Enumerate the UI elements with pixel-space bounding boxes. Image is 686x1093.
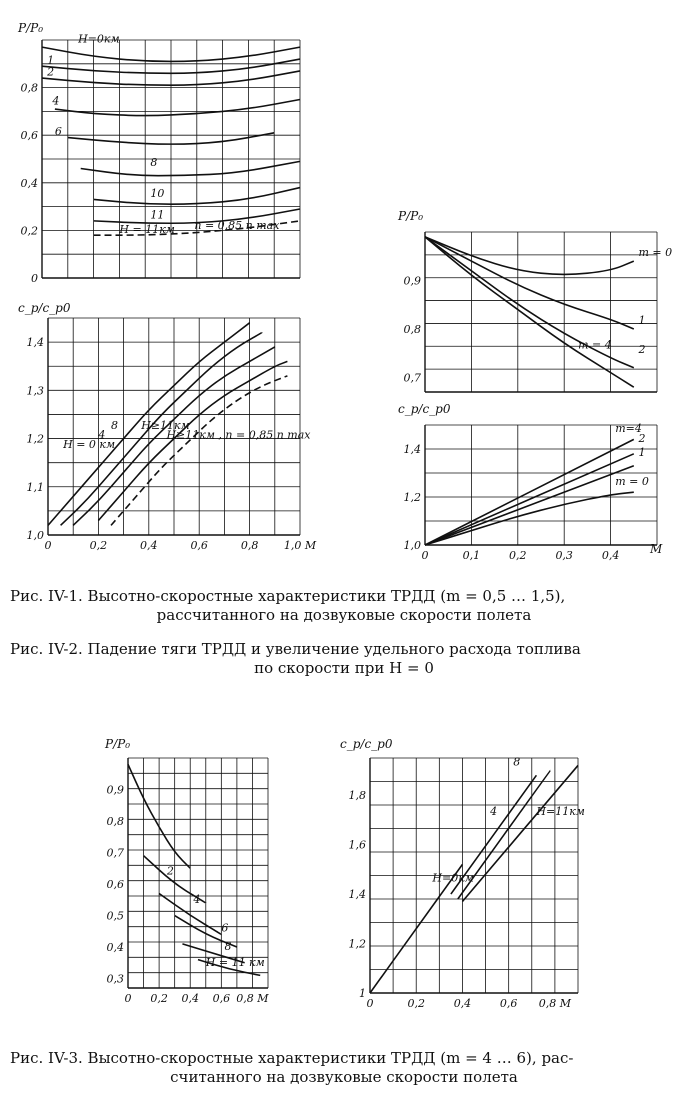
series-label: H=0км — [432, 871, 474, 885]
series-label: 1 — [638, 314, 646, 328]
x-tick-label: 0,6 — [499, 997, 518, 1010]
x-tick-label: 0,2 — [509, 549, 527, 562]
y-tick-label: 1,8 — [348, 789, 366, 803]
series-label: 4 — [193, 892, 201, 906]
chart-fig1-sfc — [18, 301, 317, 552]
x-tick-label: 0,3 — [555, 549, 573, 562]
y-tick-label: 0,9 — [106, 783, 124, 797]
y-tick-label: 1,2 — [26, 432, 44, 446]
y-tick-label: 0,5 — [106, 909, 124, 923]
y-tick-label: 1,4 — [403, 443, 421, 456]
series-label: m=4 — [615, 422, 642, 436]
caption-line: считанного на дозвуковые скорости полета — [170, 1068, 518, 1086]
y-tick-label: 1,2 — [348, 937, 366, 951]
chart-fig3-sfc — [340, 737, 585, 1010]
series-label: 2 — [47, 65, 55, 79]
x-tick-label: 0 — [366, 997, 374, 1010]
series-line — [451, 775, 537, 894]
series-label: H = 0 км — [63, 438, 116, 452]
y-tick-label: 1,6 — [348, 838, 366, 852]
y-tick-label: 1,1 — [26, 480, 44, 494]
x-tick-label: 0 — [124, 992, 132, 1005]
caption-line: Рис. IV-2. Падение тяги ТРДД и увеличение удельного расхода топлива — [10, 640, 581, 658]
y-axis-label: P/P₀ — [398, 209, 424, 223]
chart-fig3-thrust — [104, 737, 269, 1005]
y-tick-label: 1,4 — [348, 888, 366, 902]
y-tick-label: 0,6 — [20, 129, 38, 143]
y-tick-label: 0,8 — [403, 322, 421, 336]
caption-fig-iv-1 — [10, 587, 678, 625]
series-label: 8 — [224, 940, 232, 954]
caption-line: Рис. IV-1. Высотно-скоростные характеристики ТРДД (m = 0,5 … 1,5), — [10, 587, 566, 605]
y-tick-label: 0,8 — [20, 81, 38, 95]
y-tick-label: 0,6 — [106, 878, 124, 892]
series-line — [425, 454, 634, 545]
series-label: 4 — [98, 428, 106, 442]
series-line — [425, 439, 634, 545]
y-tick-label: 1 — [359, 987, 366, 1000]
series-label: m = 0 — [638, 246, 673, 260]
x-tick-label: 0,4 — [181, 992, 199, 1005]
series-label: H=11км — [536, 804, 585, 818]
y-tick-label: 1,0 — [26, 529, 44, 542]
chart-fig2-sfc — [398, 402, 663, 562]
x-tick-label: 0,8 M — [236, 992, 269, 1005]
series-label: 8 — [513, 755, 521, 769]
series-line — [425, 237, 634, 275]
caption-fig-iv-3 — [10, 1049, 678, 1087]
x-tick-label: 0,4 — [601, 549, 620, 562]
series-line — [81, 161, 300, 175]
x-tick-label: 0 — [421, 549, 429, 562]
y-tick-label: 0,2 — [20, 224, 38, 238]
series-line — [458, 770, 550, 899]
series-label: 1 — [638, 446, 646, 460]
series-label: m = 0 — [615, 475, 649, 488]
series-label: H = 11км — [119, 222, 175, 236]
series-label: H=0км — [78, 32, 120, 46]
x-tick-label: 0,4 — [453, 997, 472, 1010]
x-tick-label: 1,0 M — [283, 539, 317, 552]
x-axis-label: M — [650, 542, 663, 556]
series-label: 6 — [221, 921, 229, 935]
y-tick-label: 1,0 — [403, 539, 421, 552]
y-tick-label: 0,9 — [403, 274, 421, 288]
series-label: m = 4 — [578, 338, 612, 352]
y-tick-label: 1,3 — [26, 384, 44, 398]
x-tick-label: 0 — [44, 539, 52, 552]
caption-line: Рис. IV-3. Высотно-скоростные характеристики ТРДД (m = 4 … 6), рас- — [10, 1049, 574, 1067]
series-label: H≥11км — [141, 418, 190, 432]
y-axis-label: c_p/c_p0 — [398, 402, 451, 416]
series-label: 11 — [150, 208, 165, 222]
series-label: 4 — [490, 804, 498, 818]
caption-line: по скорости при H = 0 — [254, 659, 434, 677]
y-tick-label: 0,7 — [106, 846, 124, 860]
series-label: H = 11 км — [205, 955, 265, 969]
y-tick-label: 0,7 — [403, 371, 421, 385]
x-tick-label: 0,2 — [150, 992, 168, 1005]
y-tick-label: 0,3 — [106, 972, 124, 986]
y-tick-label: 0,4 — [106, 941, 124, 955]
series-line — [55, 100, 300, 116]
series-label: H≥11км , n = 0,85 n max — [166, 428, 311, 442]
series-label: 10 — [150, 187, 165, 201]
series-label: 2 — [166, 864, 174, 878]
chart-fig2-thrust — [397, 209, 672, 392]
series-label: n = 0,85 n max — [194, 218, 280, 232]
x-tick-label: 0,1 — [462, 549, 481, 562]
series-label: 2 — [638, 343, 646, 357]
caption-line: рассчитанного на дозвуковые скорости полета — [156, 606, 532, 624]
x-tick-label: 0,2 — [89, 539, 108, 552]
y-axis-label: P/P₀ — [105, 737, 131, 751]
x-tick-label: 0,4 — [140, 539, 158, 552]
chart-fig1-thrust — [17, 21, 300, 285]
y-tick-label: 1,4 — [26, 336, 44, 350]
series-line — [425, 466, 634, 545]
series-label: 1 — [47, 53, 55, 67]
series-label: 4 — [52, 94, 60, 108]
y-tick-label: 0,8 — [106, 815, 124, 829]
x-tick-label: 0,6 — [212, 992, 231, 1005]
x-tick-label: 0,2 — [407, 997, 425, 1010]
x-tick-label: 0,6 — [190, 539, 208, 552]
y-tick-label: 0 — [31, 272, 38, 285]
x-tick-label: 0,8 — [240, 539, 259, 552]
y-tick-label: 0,4 — [20, 176, 38, 190]
series-label: 8 — [111, 418, 118, 432]
y-axis-label: P/P₀ — [18, 21, 44, 35]
series-label: 6 — [54, 125, 62, 139]
series-line — [462, 765, 578, 901]
series-label: 2 — [638, 431, 646, 445]
y-axis-label: c_p/c_p0 — [340, 737, 393, 751]
y-tick-label: 1,2 — [403, 491, 421, 504]
y-axis-label: c_p/c_p0 — [18, 301, 71, 315]
series-label: 8 — [150, 156, 158, 170]
caption-fig-iv-2 — [10, 640, 678, 678]
x-tick-label: 0,8 M — [538, 997, 572, 1010]
